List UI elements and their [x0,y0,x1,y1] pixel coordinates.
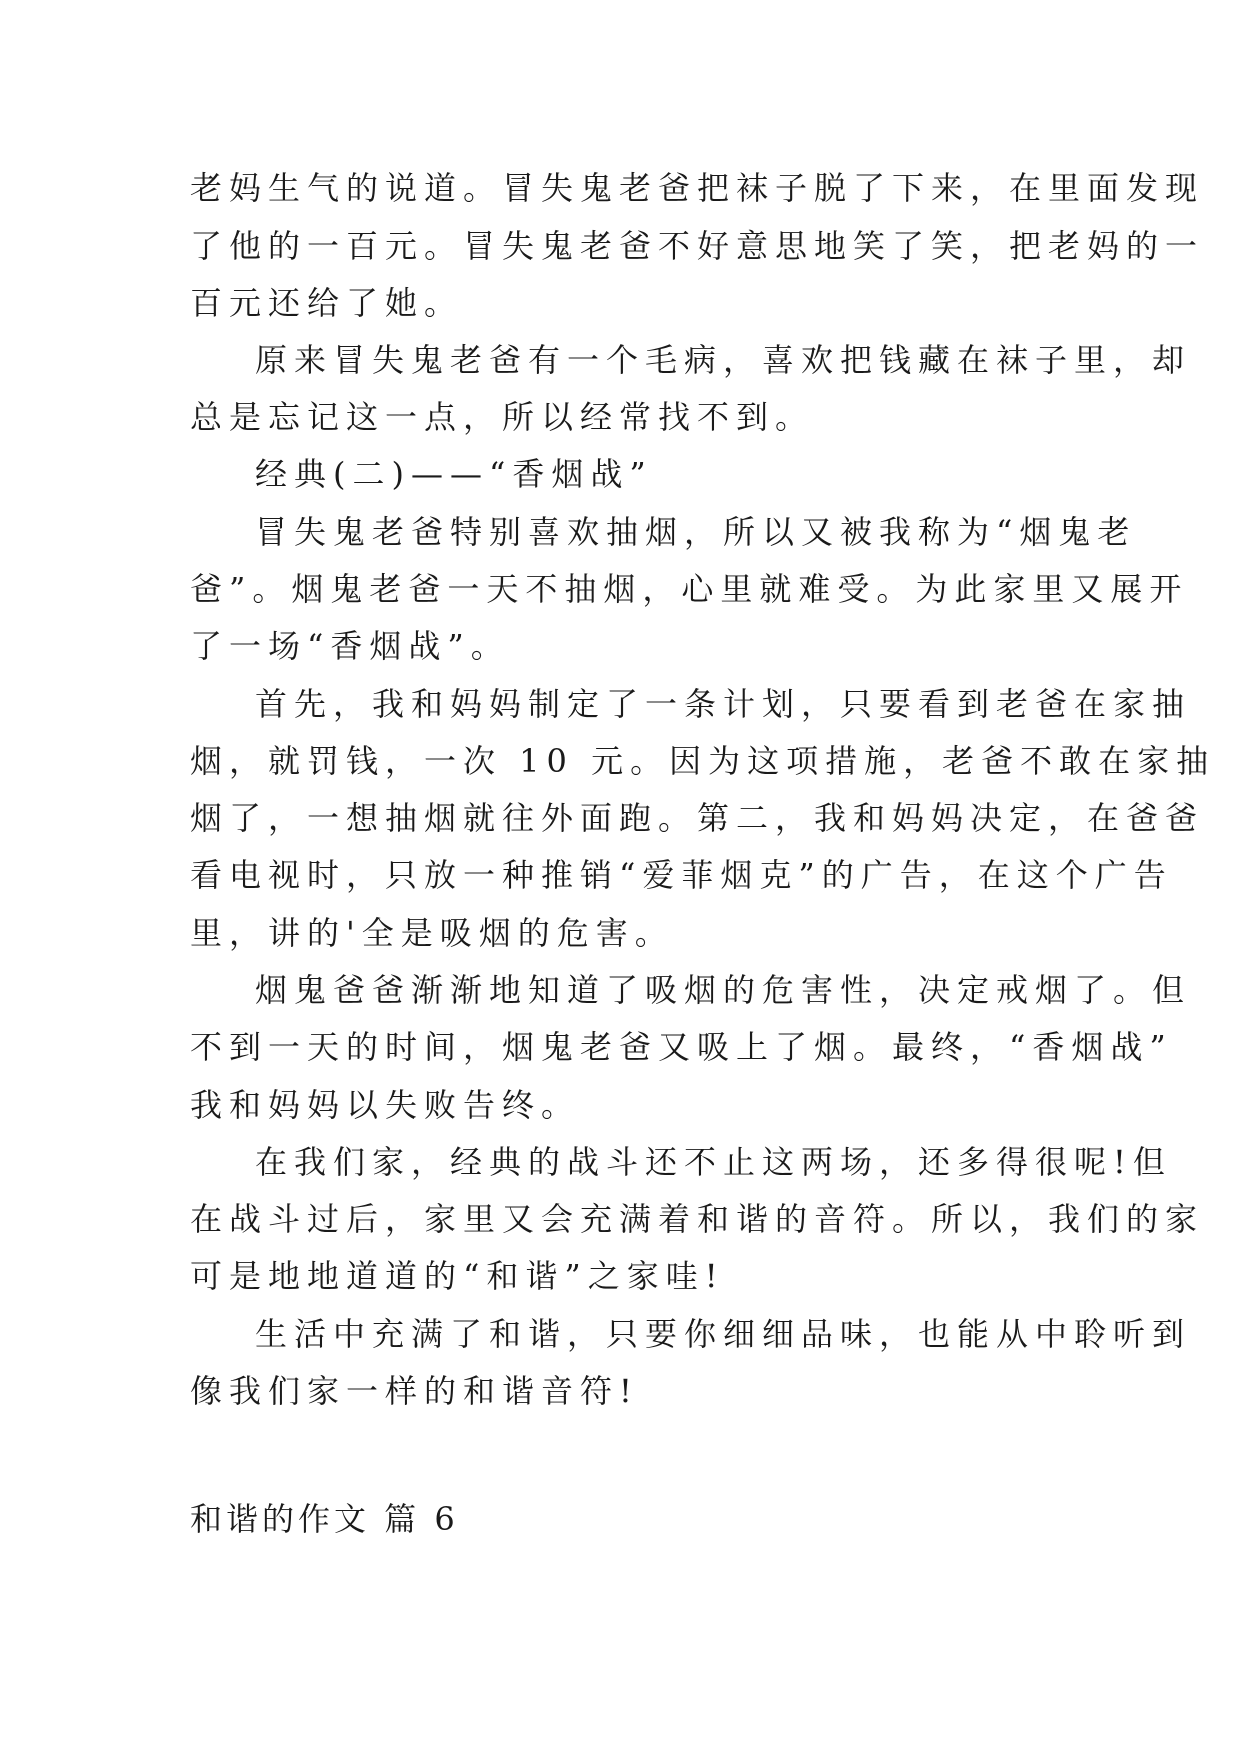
text-line: 首先，我和妈妈制定了一条计划，只要看到老爸在家抽 [255,685,1192,723]
text-line: 烟了，一想抽烟就往外面跑。第二，我和妈妈决定，在爸爸 [190,799,1205,837]
section-heading: 和谐的作文 篇 6 [190,1500,459,1538]
text-line: 可是地地道道的“和谐”之家哇! [190,1257,725,1295]
text-line: 不到一天的时间，烟鬼老爸又吸上了烟。最终，“香烟战” [190,1028,1173,1066]
text-line: 我和妈妈以失败告终。 [190,1086,581,1124]
text-line: 烟鬼爸爸渐渐地知道了吸烟的危害性，决定戒烟了。但 [255,971,1192,1009]
text-line: 了他的一百元。冒失鬼老爸不好意思地笑了笑，把老妈的一 [190,227,1205,265]
text-line: 烟，就罚钱，一次 10 元。因为这项措施，老爸不敢在家抽 [190,742,1216,780]
subheading: 经典(二)——“香烟战” [255,455,653,493]
text-line: 爸”。烟鬼老爸一天不抽烟，心里就难受。为此家里又展开 [190,570,1189,608]
text-line: 生活中充满了和谐，只要你细细品味，也能从中聆听到 [255,1315,1192,1353]
text-line: 总是忘记这一点，所以经常找不到。 [190,398,815,436]
text-line: 百元还给了她。 [190,284,464,322]
text-line: 在战斗过后，家里又会充满着和谐的音符。所以，我们的家 [190,1200,1205,1238]
text-line: 在我们家，经典的战斗还不止这两场，还多得很呢!但 [255,1143,1172,1181]
text-line: 原来冒失鬼老爸有一个毛病，喜欢把钱藏在袜子里，却 [255,341,1192,379]
text-line: 看电视时，只放一种推销“爱菲烟克”的广告，在这个广告 [190,856,1173,894]
text-line: 像我们家一样的和谐音符! [190,1372,639,1410]
text-line: 老妈生气的说道。冒失鬼老爸把袜子脱了下来，在里面发现 [190,169,1205,207]
text-line: 冒失鬼老爸特别喜欢抽烟，所以又被我称为“烟鬼老 [255,513,1137,551]
text-line: 了一场“香烟战”。 [190,627,510,665]
text-line: 里，讲的'全是吸烟的危害。 [190,914,674,952]
